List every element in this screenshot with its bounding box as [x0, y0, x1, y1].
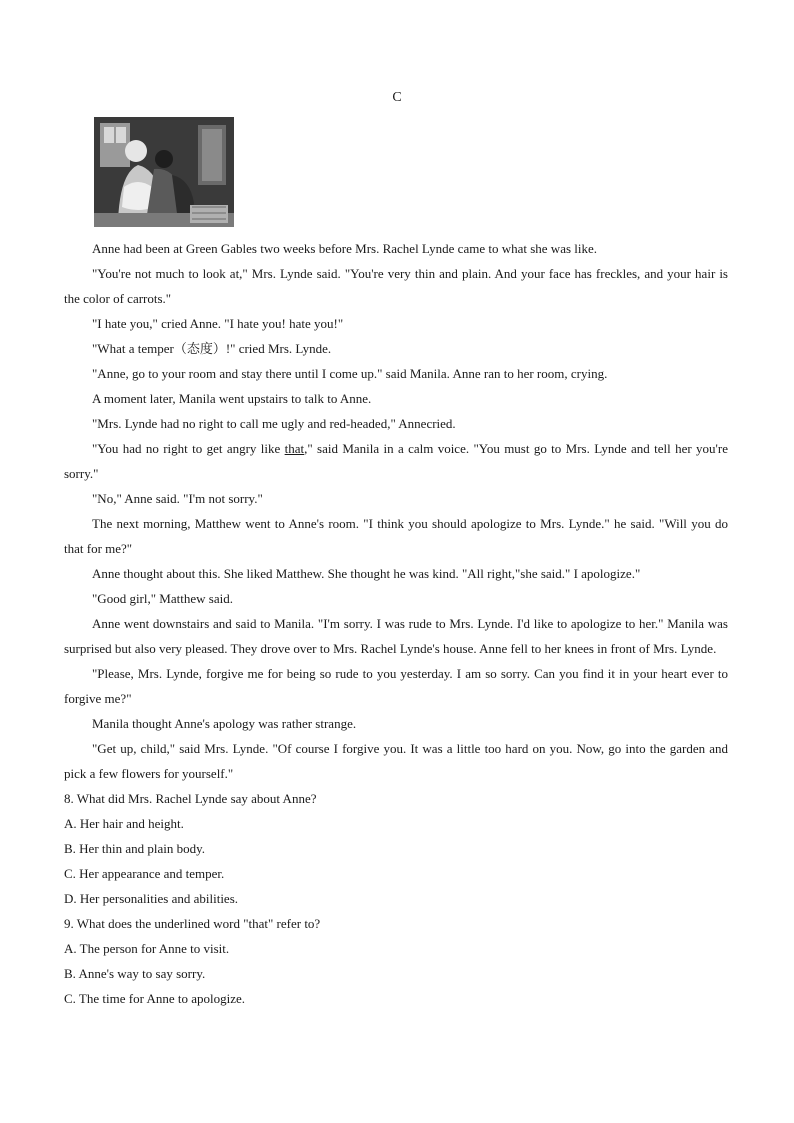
paragraph-text-before: "You had no right to get angry like [92, 441, 285, 456]
underlined-word-that: that [284, 441, 305, 456]
passage-paragraph: A moment later, Manila went upstairs to talk to Anne. [92, 391, 372, 406]
question-stem: 8. What did Mrs. Rachel Lynde say about Anne? [64, 791, 317, 806]
section-letter: C [392, 90, 402, 105]
passage-paragraph: "I hate you," cried Anne. "I hate you! hate you!" [92, 316, 344, 331]
passage-paragraph: "You're not much to look at," Mrs. Lynde said. "You're very thin and plain. And your face has freckles, and your hair is the color of carrots." [64, 266, 728, 306]
illustration-anne-and-mrs-lynde-icon [94, 117, 234, 227]
answer-option: D. Her personalities and abilities. [64, 891, 239, 906]
passage-paragraph: "Mrs. Lynde had no right to call me ugly and red-headed," Annecried. [92, 416, 456, 431]
passage [64, 236, 728, 1011]
passage-paragraph: Manila thought Anne's apology was rather strange. [92, 716, 357, 731]
passage-paragraph: "Please, Mrs. Lynde, forgive me for being so rude to you yesterday. I am so sorry. Can you find it in your heart ever to forgive me?" [64, 666, 728, 706]
passage-paragraph: Anne had been at Green Gables two weeks before Mrs. Rachel Lynde came to what she was like. [92, 241, 598, 256]
passage-paragraph-underlined [64, 436, 728, 486]
passage-paragraph: "Get up, child," said Mrs. Lynde. "Of course I forgive you. It was a little too hard on you. Now, go into the garden and pick a few flowers for yourself." [64, 741, 728, 781]
answer-option: B. Her thin and plain body. [64, 841, 206, 856]
question-stem: 9. What does the underlined word "that" refer to? [64, 916, 321, 931]
answer-option: A. The person for Anne to visit. [64, 941, 230, 956]
passage-paragraph: "Good girl," Matthew said. [92, 591, 233, 606]
passage-paragraph: Anne thought about this. She liked Matthew. She thought he was kind. "All right,"she said." I apologize." [92, 566, 641, 581]
passage-paragraph: "No," Anne said. "I'm not sorry." [92, 491, 263, 506]
answer-option: C. The time for Anne to apologize. [64, 991, 245, 1006]
answer-option: C. Her appearance and temper. [64, 866, 225, 881]
passage-paragraph: Anne went downstairs and said to Manila. "I'm sorry. I was rude to Mrs. Lynde. I'd like to apologize to her." Manila was surprised but also very pleased. They drove over to Mrs. Rachel Lynde's house. Anne fell to her knees in front of Mrs. Lynde. [64, 616, 728, 656]
passage-paragraph: The next morning, Matthew went to Anne's room. "I think you should apologize to Mrs. Lynde." he said. "Will you do that for me?" [64, 516, 728, 556]
answer-option: A. Her hair and height. [64, 816, 184, 831]
passage-paragraph: "Anne, go to your room and stay there until I come up." said Manila. Anne ran to her room, crying. [92, 366, 608, 381]
answer-option: B. Anne's way to say sorry. [64, 966, 206, 981]
passage-paragraph: "What a temper（态度）!" cried Mrs. Lynde. [92, 341, 332, 356]
paragraph-text-after: ," said Manila in a calm voice. "You must go to Mrs. Lynde and tell her you're sorry." [64, 441, 729, 481]
